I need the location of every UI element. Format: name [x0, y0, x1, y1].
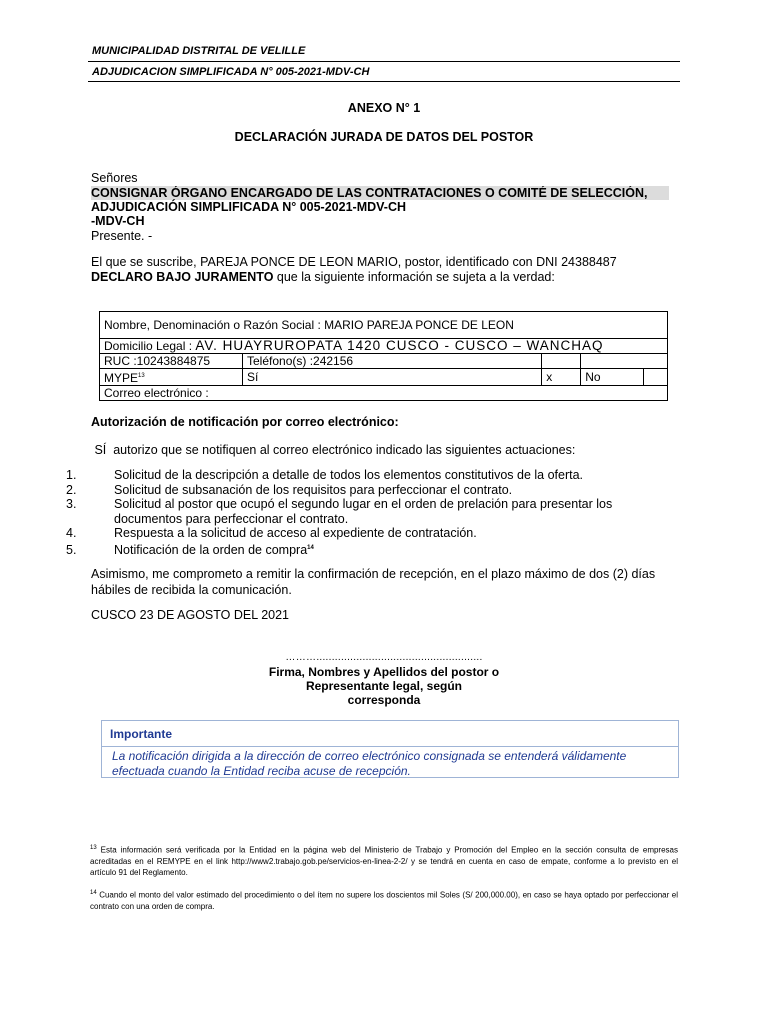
- no-mark: [644, 369, 668, 386]
- si-label: Sí: [243, 369, 542, 386]
- table-row: [100, 339, 668, 354]
- table-row: [100, 369, 668, 386]
- address-value: AV. HUAYRUROPATA 1420 CUSCO - CUSCO – WANCHAQ: [195, 338, 604, 353]
- list-item: 4. Respuesta a la solicitud de acceso al expediente de contratación.: [66, 526, 477, 540]
- header-divider: [88, 61, 680, 62]
- mype-label: MYPE$^{13}$: [100, 369, 243, 386]
- list-item: 5. Notificación de la orden de compra$^{14}$: [66, 542, 314, 557]
- annex-title: ANEXO N° 1: [347, 101, 421, 115]
- list-item: 3. Solicitud al postor que ocupó el segundo lugar en el orden de prelación para presentar los documentos para perfeccionar el contrato.: [66, 497, 613, 526]
- footnote-13: $^{13}$ Esta información será verificada por la Entidad en la página web del Ministerio de Trabajo y Promoción del Empleo en la sección consulta de empresas acreditadas en el REMYPE en el link http://www2.trabajo.gob.pe/servicios-en-linea-2-2/ y se tendrá en cuenta en caso de empate, conforme a lo previsto en el artículo 91 del Reglamento.: [90, 845, 678, 877]
- actions-list: [66, 468, 680, 557]
- address-field: [100, 339, 668, 354]
- header-municipality: MUNICIPALIDAD DISTRITAL DE VELILLE: [92, 45, 306, 57]
- presente: Presente. -: [91, 229, 153, 243]
- document-subtitle: DECLARACIÓN JURADA DE DATOS DEL POSTOR: [234, 130, 534, 144]
- declarant-line: El que se suscribe, PAREJA PONCE DE LEON MARIO, postor, identificado con DNI 24388487: [91, 255, 617, 269]
- table-row: [100, 354, 668, 369]
- organ-placeholder: CONSIGNAR ÓRGANO ENCARGADO DE LAS CONTRATACIONES O COMITÉ DE SELECCIÓN,: [91, 186, 669, 200]
- salutation: Señores: [91, 171, 138, 185]
- commitment-text: Asimismo, me comprometo a remitir la confirmación de recepción, en el plazo máximo de dos (2) días hábiles de recibida la comunicación.: [91, 567, 656, 597]
- signature-caption-2: Representante legal, según: [305, 679, 463, 693]
- address-label: Domicilio Legal :: [104, 339, 196, 353]
- ruc-field: RUC :10243884875: [100, 354, 243, 369]
- header-procedure: ADJUDICACION SIMPLIFICADA N° 005-2021-MDV-CH: [92, 66, 370, 78]
- signature-caption-1: Firma, Nombres y Apellidos del postor o: [268, 665, 500, 679]
- list-item: 1. Solicitud de la descripción a detalle de todos los elementos constitutivos de la oferta.: [66, 468, 584, 482]
- procedure-line: ADJUDICACIÓN SIMPLIFICADA N° 005-2021-MDV-CH: [91, 200, 406, 214]
- signature-line: ………......................................................: [285, 652, 483, 663]
- place-date: CUSCO 23 DE AGOSTO DEL 2021: [91, 608, 289, 622]
- empty-cell: [542, 354, 581, 369]
- name-field: Nombre, Denominación o Razón Social : MARIO PAREJA PONCE DE LEON: [100, 312, 668, 339]
- si-mark: x: [542, 369, 581, 386]
- signature-caption-3: corresponda: [347, 693, 421, 707]
- list-item: 2. Solicitud de subsanación de los requisitos para perfeccionar el contrato.: [66, 482, 513, 497]
- important-title: Importante: [110, 727, 173, 741]
- important-header: [102, 721, 678, 747]
- no-label: No: [581, 369, 644, 386]
- phone-field: Teléfono(s) :242156: [243, 354, 542, 369]
- authorization-heading: Autorización de notificación por correo electrónico:: [91, 415, 399, 429]
- declaration-bold: DECLARO BAJO JURAMENTO: [91, 270, 274, 284]
- procedure-suffix: -MDV-CH: [91, 214, 145, 228]
- empty-cell: [581, 354, 668, 369]
- table-row: [100, 386, 668, 401]
- table-row: [100, 312, 668, 339]
- important-text: La notificación dirigida a la dirección de correo electrónico consignada se entenderá válidamente efectuada cuando la Entidad reciba acuse de recepción.: [112, 749, 627, 778]
- authorization-intro: SÍ autorizo que se notifiquen al correo electrónico indicado las siguientes actuaciones:: [91, 443, 576, 457]
- declaration-statement: [91, 270, 555, 284]
- postor-data-table: [99, 311, 668, 401]
- important-box: [101, 720, 679, 778]
- declaration-rest: que la siguiente información se sujeta a la verdad:: [273, 270, 555, 284]
- header-divider-bottom: [88, 81, 680, 82]
- footnote-14: $^{14}$ Cuando el monto del valor estimado del procedimiento o del ítem no supere los doscientos mil Soles (S/ 200,000.00), en caso se haya optado por perfeccionar el contrato con una orden de compra.: [90, 890, 678, 911]
- email-field: Correo electrónico :: [100, 386, 668, 401]
